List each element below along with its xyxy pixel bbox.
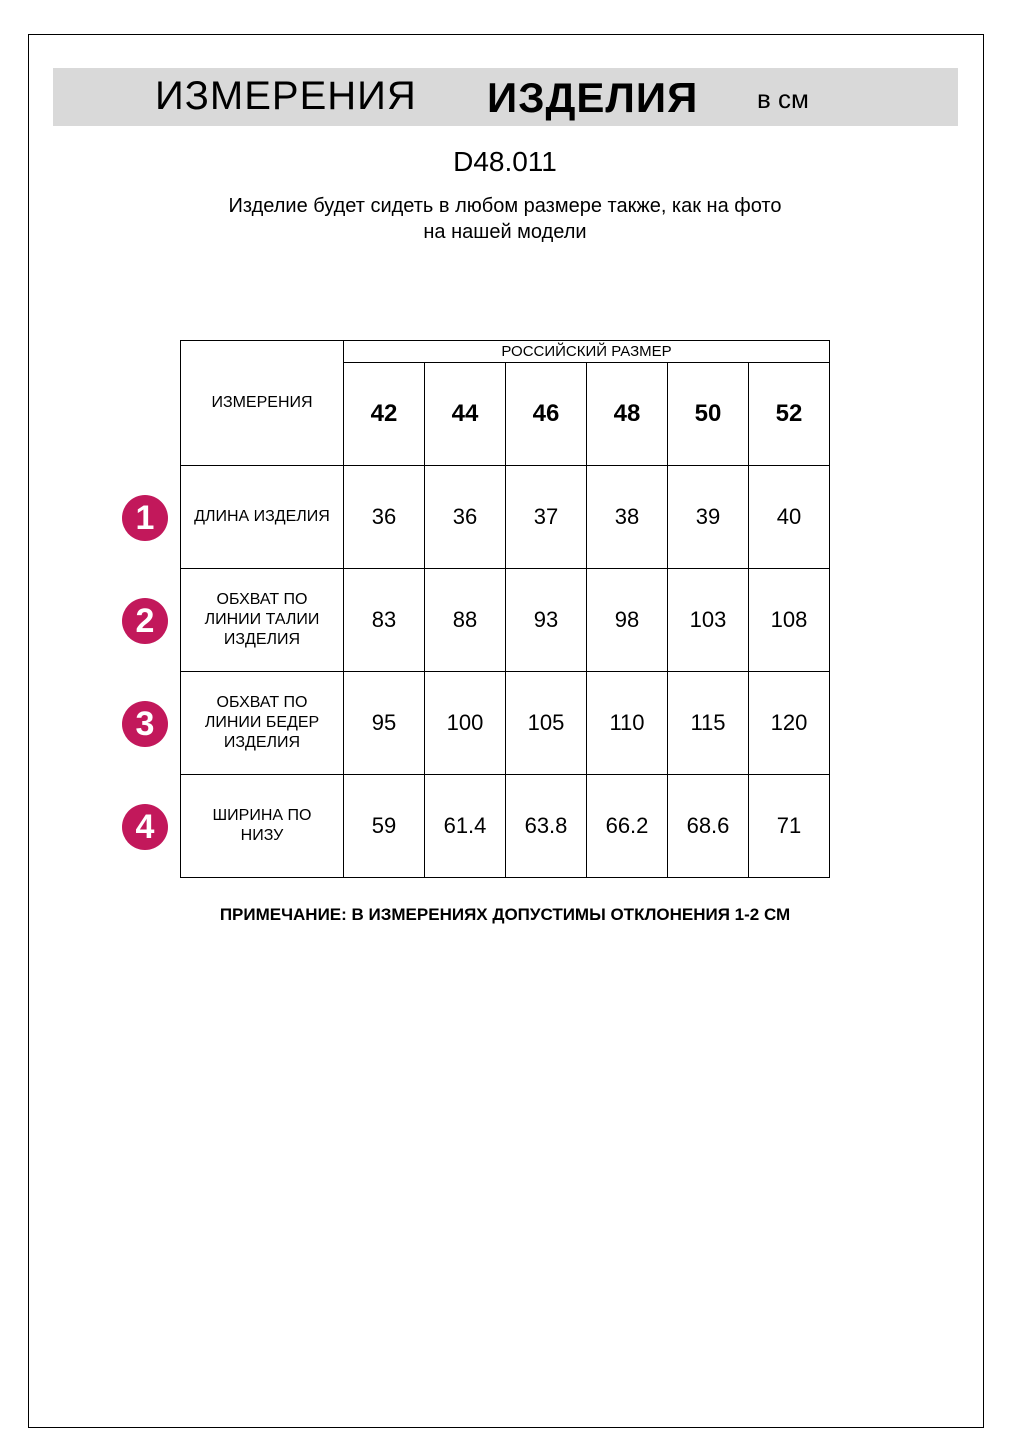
- table-cell: 93: [506, 569, 587, 672]
- product-code: D48.011: [453, 146, 557, 177]
- table-cell: 115: [668, 672, 749, 775]
- table-cell: 98: [587, 569, 668, 672]
- table-row: [181, 775, 830, 878]
- size-header: 42: [344, 363, 425, 466]
- fit-note-line-1: Изделие будет сидеть в любом размере также, как на фото: [228, 195, 782, 217]
- table-cell: 40: [749, 466, 830, 569]
- table-cell: 38: [587, 466, 668, 569]
- size-header: 48: [587, 363, 668, 466]
- corner-label: ИЗМЕРЕНИЯ: [181, 341, 344, 466]
- tolerance-footnote: ПРИМЕЧАНИЕ: В ИЗМЕРЕНИЯХ ДОПУСТИМЫ ОТКЛОНЕНИЯ 1-2 СМ: [219, 905, 791, 924]
- row-label: ОБХВАТ ПО ЛИНИИ ТАЛИИ ИЗДЕЛИЯ: [181, 569, 344, 672]
- title-word-item: ИЗДЕЛИЯ: [487, 74, 699, 121]
- table-cell: 120: [749, 672, 830, 775]
- table-cell: 88: [425, 569, 506, 672]
- row-label: ШИРИНА ПО НИЗУ: [181, 775, 344, 878]
- table-cell: 36: [344, 466, 425, 569]
- table-cell: 100: [425, 672, 506, 775]
- table-cell: 61.4: [425, 775, 506, 878]
- table-cell: 71: [749, 775, 830, 878]
- row-label: ДЛИНА ИЗДЕЛИЯ: [181, 466, 344, 569]
- title-units: в см: [757, 84, 809, 114]
- size-header: 46: [506, 363, 587, 466]
- size-group-header: РОССИЙСКИЙ РАЗМЕР: [344, 341, 830, 363]
- table-cell: 103: [668, 569, 749, 672]
- table-row: [181, 672, 830, 775]
- size-header: 50: [668, 363, 749, 466]
- table-cell: 59: [344, 775, 425, 878]
- row-number-badge: 4: [122, 804, 168, 850]
- table-cell: 37: [506, 466, 587, 569]
- row-number-badge: 1: [122, 495, 168, 541]
- table-cell: 95: [344, 672, 425, 775]
- table-cell: 39: [668, 466, 749, 569]
- table-cell: 108: [749, 569, 830, 672]
- table-cell: 68.6: [668, 775, 749, 878]
- row-number-badge: 3: [122, 701, 168, 747]
- title-word-measurements: ИЗМЕРЕНИЯ: [155, 74, 417, 118]
- fit-note-line-2: на нашей модели: [423, 221, 587, 243]
- table-cell: 66.2: [587, 775, 668, 878]
- table-cell: 83: [344, 569, 425, 672]
- size-table: [180, 340, 830, 878]
- table-cell: 110: [587, 672, 668, 775]
- size-header: 52: [749, 363, 830, 466]
- table-cell: 105: [506, 672, 587, 775]
- title-banner: [53, 68, 958, 126]
- size-header: 44: [425, 363, 506, 466]
- row-label: ОБХВАТ ПО ЛИНИИ БЕДЕР ИЗДЕЛИЯ: [181, 672, 344, 775]
- table-cell: 63.8: [506, 775, 587, 878]
- row-number-badge: 2: [122, 598, 168, 644]
- table-row: [181, 466, 830, 569]
- table-row: [181, 569, 830, 672]
- table-cell: 36: [425, 466, 506, 569]
